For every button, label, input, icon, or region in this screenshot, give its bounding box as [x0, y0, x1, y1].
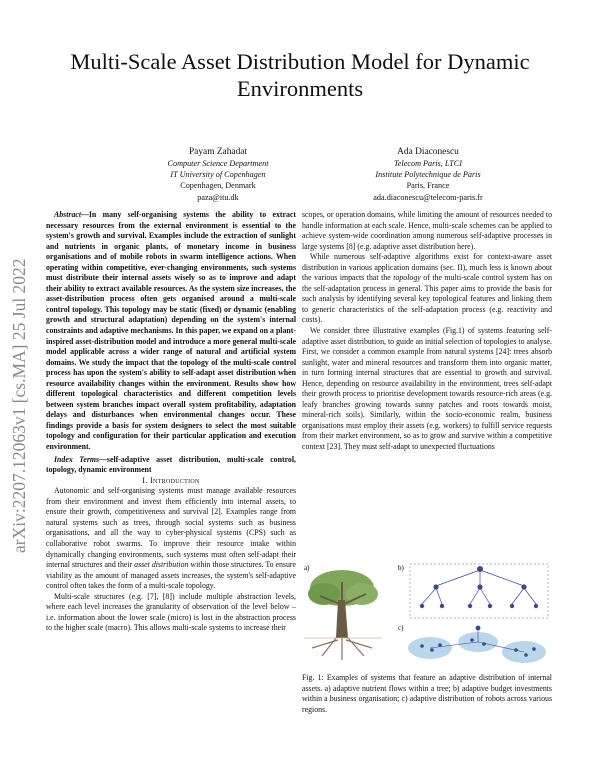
arxiv-stamp-svg — [6, 195, 32, 555]
right-paragraph-2 — [302, 252, 552, 326]
index-terms-text: —self-adaptive asset distribution, multi-scale control, topology, dynamic environment — [46, 454, 296, 475]
intro-p1-em: asset distribution — [134, 560, 189, 570]
org-nodes — [420, 566, 538, 608]
figure-1 — [302, 560, 552, 668]
arxiv-stamp-text: arXiv:2207.12063v1 [cs.MA] 25 Jul 2022 — [9, 258, 29, 553]
author-name: Payam Zahadat — [188, 147, 248, 157]
index-terms — [46, 455, 296, 476]
business-hierarchy — [410, 564, 548, 618]
figure-label-b: b) — [398, 564, 404, 572]
author-dept: Computer Science Department — [167, 159, 269, 168]
abstract-text: —In many self-organising systems the ability to extract necessary resources from the external environment is essential to the system's growth and survival. Examples include the extraction of sunlight and nutrients in organic plants, of monetary income in business organisations and of mobile robots in swarm intelligence actions. When operating within competitive, ever-changing environments, such systems must distribute their internal assets wisely so as to improve and adapt their ability to extract available resources. As the system size increases, the asset-distribution process often gets organised around a multi-scale control topology. This topology may be static (fixed) or dynamic (enabling growth and structural adaptation) depending on the system's internal constraints and adaptive mechanisms. In this paper, we expand on a plant-inspired asset-distribution model and introduce a more general multi-scale model applicable across a wider range of natural and artificial system domains. We study the impact that the topology of the multi-scale control process has upon the system's ability to self-adapt asset distribution when resource availability changes within the environment. Results show how different topological characteristics and different competition levels between system branches impact overall system profitability, adaptation delays and disturbances when environmental changes occur. These findings provide a basis for system designers to select the most suitable topology and configuration for their particular application and execution environment. — [46, 210, 296, 452]
intro-p1-text: Autonomic and self-organising systems must manage available resources from their environment and invest them efficiently into internal assets, to ensure their growth, competitiveness and survival [2]. Examples range from natural systems such as trees, through social systems such as business organisations, and all the way to cyber-physical systems (CPS) such as collaborative robot swarms. To improve their resource intake within dynamically changing environments, such systems must often self-adapt their internal structures and their — [46, 486, 296, 570]
right-p2a: While numerous self-adaptive algorithms exist for context-aware asset distribution in various application domains (sec. II), much less is known about the various impacts that the — [302, 252, 552, 283]
abstract-lead: Abstract — [54, 210, 82, 219]
author-inst: IT University of Copenhagen — [170, 170, 266, 180]
right-paragraph-3: We consider three illustrative examples (Fig.1) of systems featuring self-adaptive asset distribution, to guide an initial selection of topologies to analyse. First, we consider a common example from natural systems [24]: trees absorb sunlight, water and mineral resources and transform them into organic matter, in turn forming internal structures that are essential to growth and survival. Hence, depending on resource availability in the environment, trees self-adapt their growth process to prioritise development towards resource-rich areas (e.g. leafy branches growing towards sunny patches and roots towards moist, mineral-rich soils). Similarly, within the socio-economic realm, business organisations must employ their assets (e.g. workers) to fulfill service requests from their market environment, so as to grow and survive within a competitive context [23]. They must self-adapt to unexpected fluctuations — [302, 326, 552, 452]
author-block-1 — [108, 146, 328, 203]
figure-caption: Fig. 1: Examples of systems that feature an adaptive distribution of internal assets. a) adaptive nutrient flows within a tree; b) adaptive budget investments within a business organisation; c) adaptive distribution of robots across various regions. — [302, 673, 552, 714]
title-line-2: Environments — [236, 76, 364, 101]
section-heading: I. Introduction — [142, 475, 200, 485]
arxiv-stamp — [6, 195, 32, 555]
author-inst: Institute Polytechnique de Paris — [375, 170, 481, 180]
author-city: Paris, France — [406, 181, 450, 191]
right-paragraph-1: scopes, or operation domains, while limiting the amount of resources needed to handle information at each scale. Hence, multi-scale schemes can be applied to achieve system-wide coordination among numerous self-adaptive processes in large systems [8] (e.g. adaptive asset distribution here). — [302, 210, 552, 251]
author-dept: Telecom Paris, LTCI — [394, 159, 462, 168]
figure-label-c: c) — [398, 624, 404, 632]
org-boundary — [410, 564, 548, 618]
author-block-2 — [318, 146, 538, 203]
author-email[interactable]: ada.diaconescu@telecom-paris.fr — [373, 192, 483, 202]
figure-label-a: a) — [304, 564, 310, 572]
robot-distribution — [408, 626, 546, 663]
author-email[interactable]: paza@itu.dk — [197, 192, 239, 202]
paper-title — [60, 48, 540, 102]
right-p2b: of the multi-scale control system has on the self-adaptation process in general. This paper aims to provide the basis for such analysis by identifying several key topological features and linking them to generic characteristics of the self-adaptation process (e.g. reactivity and costs). — [302, 273, 552, 325]
tree-roots — [312, 638, 372, 660]
intro-p1-end: within those structures. To ensure viability as the amount of managed assets increases, the system's self-adaptive control often takes the form of a multi-scale topology. — [46, 560, 296, 591]
figure-1-svg — [302, 560, 552, 668]
abstract — [46, 210, 296, 453]
author-city: Copenhagen, Denmark — [180, 181, 256, 191]
tree-illustration — [304, 570, 382, 660]
right-p2-em: topology — [393, 273, 421, 283]
intro-paragraph-1 — [46, 486, 296, 591]
left-column — [46, 210, 296, 634]
index-terms-lead: Index Terms — [54, 454, 100, 464]
title-line-1: Multi-Scale Asset Distribution Model for Dynamic — [70, 49, 530, 74]
right-column — [302, 210, 552, 453]
intro-paragraph-2: Multi-scale structures (e.g. [7], [8]) include multiple abstraction levels, where each level increases the granularity of observation of the level below – i.e. information about the lower scale (micro) is lost in the abstraction process to the higher scale (macro). This allows multi-scale systems to increase their — [46, 591, 296, 633]
author-name: Ada Diaconescu — [397, 147, 459, 157]
